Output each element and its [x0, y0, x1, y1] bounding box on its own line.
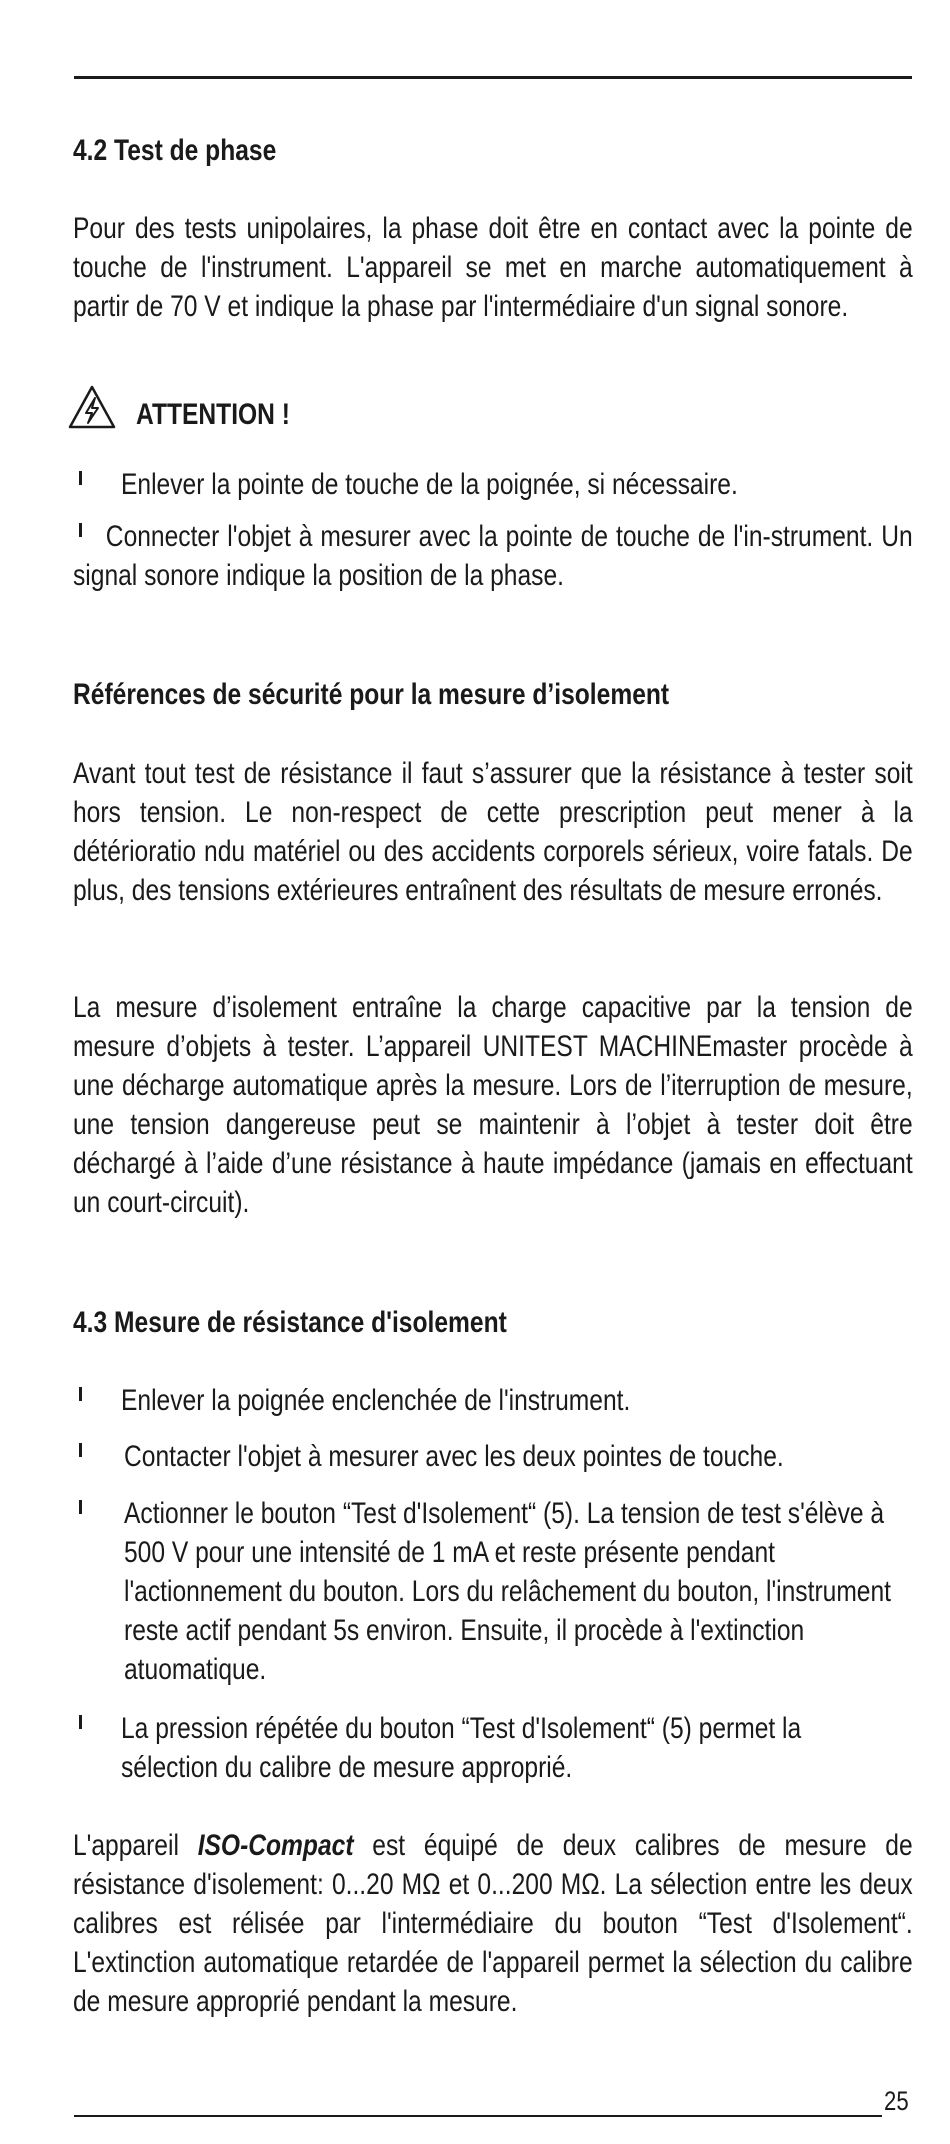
bullet-marker: [79, 471, 82, 485]
section-4-2-paragraph: Pour des tests unipolaires, la phase doit être en contact avec la pointe de touche de l'instrument. L'appareil se met en marche automatiquement à partir de 70 V et indique la phase par l'intermédiaire d'un signal sonore.: [73, 212, 913, 323]
bullet-marker: [79, 1443, 82, 1457]
high-voltage-warning-icon: [68, 385, 116, 429]
safety-paragraph-1: Avant tout test de résistance il faut s’assurer que la résistance à tester soit hors tension. Le non-respect de cette prescription peut mener à la détérioratio ndu matériel ou des accidents corporels sérieux, voire fatals. De plus, des tensions extérieures entraînent des résultats de mesure erronés.: [73, 757, 913, 907]
attention-callout: [68, 385, 568, 433]
bullet-marker: [79, 1500, 82, 1514]
top-divider: [74, 76, 912, 79]
bottom-divider: [74, 2115, 882, 2117]
page-number: 25: [884, 2086, 909, 2116]
closing-lead: L'appareil: [73, 1829, 198, 1862]
bullet-marker: [79, 1387, 82, 1401]
section-4-2-heading: 4.2 Test de phase: [73, 134, 277, 167]
device-name: ISO-Compact: [197, 1829, 354, 1862]
attention-label: ATTENTION !: [136, 398, 290, 431]
manual-page: 4.2 Test de phase Pour des tests unipolaires, la phase doit être en contact avec la pointe de touche de l'instrument. L'appareil se met en marche automatiquement à partir de 70 V et indique la phase par l'intermédiaire d'un signal sonore. ATTENTION ! Enlever la pointe de touche de la poignée, si nécessaire. Connecter l'objet à mesurer avec la pointe de touche de l'in-strument. Un signal sonore indique la position de la phase. Références de sécurité pour la mesure d’isolement Avant tout test de résistance il faut s’assurer que la résistance à tester soit hors tension. Le non-respect de cette prescription peut mener à la détérioratio ndu matériel ou des accidents corporels sérieux, voire fatals. De plus, des tensions extérieures entraînent des résultats de mesure erronés. La mesure d’isolement entraîne la charge capacitive par la tension de mesure d’objets à tester. L’appareil UNITEST MACHINEmaster procède à une décharge automatique après la mesure. Lors de l’iterruption de mesure, une tension dangereuse peut se maintenir à l’objet à tester doit être déchargé à l’aide d’une résistance à haute impédance (jamais en effectuant un court-circuit). 4.3 Mesure de résistance d'isolement Enlever la poignée enclenchée de l'instrument. Contacter l'objet à mesurer avec les deux pointes de touche. Actionner le bouton “Test d'Isolement“ (5). La tension de test s'élève à 500 V pour une intensité de 1 mA et reste présente pendant l'actionnement du bouton. Lors du relâchement du bouton, l'instrument reste actif pendant 5s environ. Ensuite, il procède à l'extinction atuomatique. La pression répétée du bouton “Test d'Isolement“ (5) permet la sélection du calibre de mesure approprié. L'appareil ISO-Compact est équipé de deux calibres de mesure de résistance d'isolement: 0...20 MΩ et 0...200 MΩ. La sélection entre les deux calibres est rélisée par l'intermédiaire du bouton “Test d'Isolement“. L'extinction automatique retardée de l'appareil permet la sélection du calibre de mesure approprié pendant la mesure. 25: [0, 0, 950, 2144]
bullet-marker: [79, 1715, 82, 1729]
safety-heading: Références de sécurité pour la mesure d’isolement: [73, 678, 670, 711]
section-4-3-heading: 4.3 Mesure de résistance d'isolement: [73, 1306, 507, 1339]
section-4-3-closing-paragraph: [73, 1826, 913, 2021]
closing-rest: est équipé de deux calibres de mesure de résistance d'isolement: 0...20 MΩ et 0...200 MΩ. La sélection entre les deux calibres est rélisée par l'intermédiaire du bouton “Test d'Isolement“. L'extinction automatique retardée de l'appareil permet la sélection du calibre de mesure approprié pendant la mesure.: [73, 1829, 913, 2018]
safety-paragraph-2: La mesure d’isolement entraîne la charge capacitive par la tension de mesure d’objets à tester. L’appareil UNITEST MACHINEmaster procède à une décharge automatique après la mesure. Lors de l’iterruption de mesure, une tension dangereuse peut se maintenir à l’objet à tester doit être déchargé à l’aide d’une résistance à haute impédance (jamais en effectuant un court-circuit).: [73, 991, 913, 1219]
